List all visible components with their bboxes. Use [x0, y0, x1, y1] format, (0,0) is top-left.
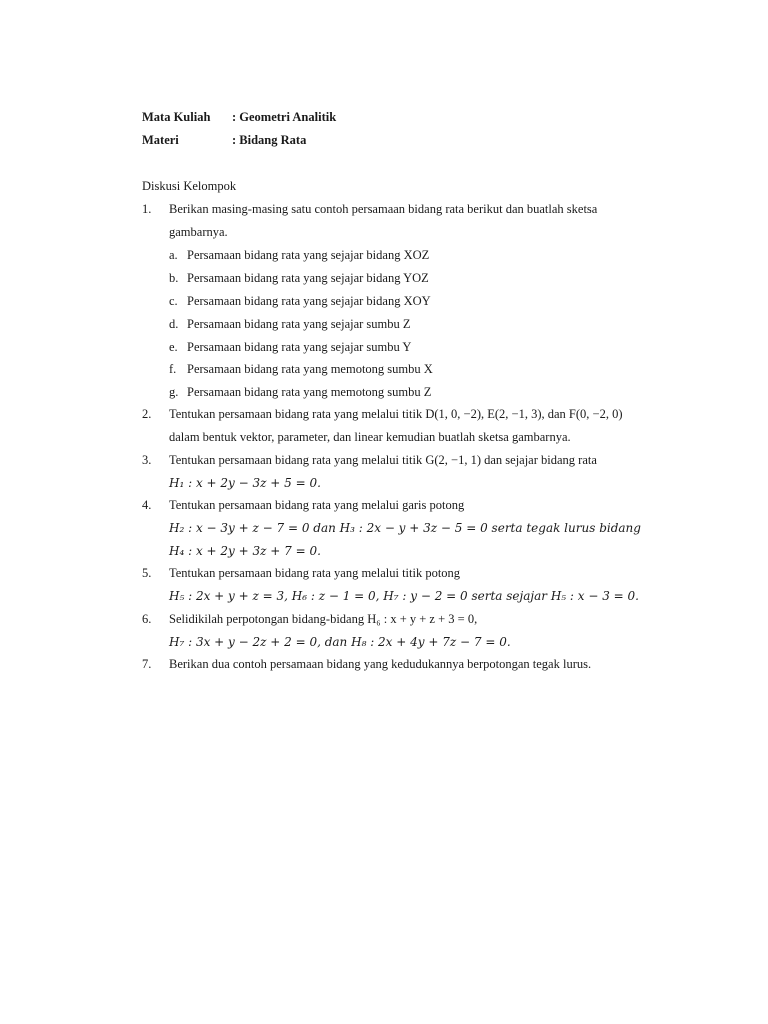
q6-line2: H₇ : 3x + y − 2z + 2 = 0, dan H₈ : 2x + 4y + 7z − 7 = 0.	[169, 635, 511, 649]
q6-line1: Selidikilah perpotongan bidang-bidang H₆ : x + y + z + 3 = 0,	[169, 612, 478, 626]
q1-line2: gambarnya.	[169, 225, 228, 239]
q4-line1: Tentukan persamaan bidang rata yang melalui garis potong	[169, 498, 465, 512]
q3-line1: Tentukan persamaan bidang rata yang melalui titik G(2, −1, 1) dan sejajar bidang rata	[169, 453, 597, 467]
material-label: Materi	[142, 133, 179, 147]
q1-item-letter: g.	[169, 385, 179, 399]
q1-item-text: Persamaan bidang rata yang memotong sumbu X	[187, 362, 433, 376]
q1-item-letter: b.	[169, 271, 179, 285]
course-label: Mata Kuliah	[142, 110, 211, 124]
material-row	[142, 133, 306, 148]
q2-line2: dalam bentuk vektor, parameter, dan linear kemudian buatlah sketsa gambarnya.	[169, 430, 571, 444]
q7-number: 7.	[142, 657, 152, 671]
q4-line2: H₂ : x − 3y + z − 7 = 0 dan H₃ : 2x − y + 3z − 5 = 0 serta tegak lurus bidang	[169, 521, 641, 535]
q1-item-letter: d.	[169, 317, 179, 331]
q1-item-letter: a.	[169, 248, 178, 262]
q1-line1: Berikan masing-masing satu contoh persamaan bidang rata berikut dan buatlah sketsa	[169, 202, 598, 216]
q3-number: 3.	[142, 453, 152, 467]
q4-equation: H₄ : x + 2y + 3z + 7 = 0.	[169, 544, 321, 558]
q6-number: 6.	[142, 612, 152, 626]
q5-line1: Tentukan persamaan bidang rata yang melalui titik potong	[169, 566, 461, 580]
q1-item-text: Persamaan bidang rata yang sejajar sumbu Y	[187, 340, 412, 354]
q1-number: 1.	[142, 202, 152, 216]
q1-item-letter: f.	[169, 362, 177, 376]
q7-line1: Berikan dua contoh persamaan bidang yang kedudukannya berpotongan tegak lurus.	[169, 657, 592, 671]
material-value: : Bidang Rata	[232, 133, 307, 147]
q1-item-text: Persamaan bidang rata yang sejajar bidang YOZ	[187, 271, 429, 285]
q1-item-text: Persamaan bidang rata yang sejajar bidang XOZ	[187, 248, 430, 262]
q1-item-text: Persamaan bidang rata yang sejajar sumbu Z	[187, 317, 411, 331]
q2-line1: Tentukan persamaan bidang rata yang melalui titik D(1, 0, −2), E(2, −1, 3), dan F(0, −2, 0)	[169, 407, 623, 421]
q4-number: 4.	[142, 498, 152, 512]
section-title: Diskusi Kelompok	[142, 179, 237, 193]
q3-equation: H₁ : x + 2y − 3z + 5 = 0.	[169, 476, 321, 490]
q5-line2: H₅ : 2x + y + z = 3, H₆ : z − 1 = 0, H₇ : y − 2 = 0 serta sejajar H₅ : x − 3 = 0.	[169, 589, 639, 603]
q2-number: 2.	[142, 407, 152, 421]
q5-number: 5.	[142, 566, 152, 580]
q1-item-letter: e.	[169, 340, 178, 354]
q1-item-text: Persamaan bidang rata yang sejajar bidang XOY	[187, 294, 431, 308]
course-value: : Geometri Analitik	[232, 110, 337, 124]
course-row	[142, 110, 336, 125]
q1-item-letter: c.	[169, 294, 178, 308]
q1-item-text: Persamaan bidang rata yang memotong sumbu Z	[187, 385, 432, 399]
